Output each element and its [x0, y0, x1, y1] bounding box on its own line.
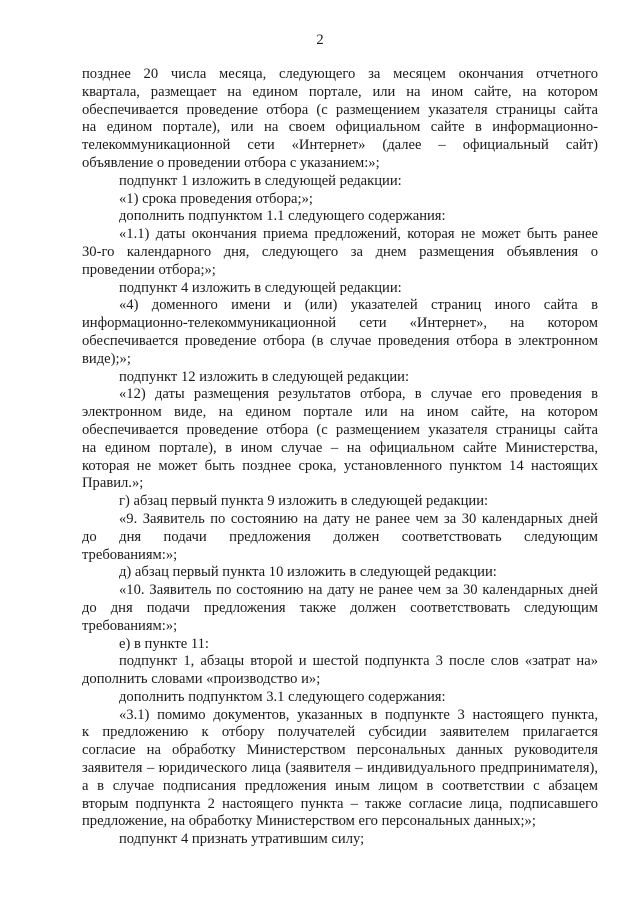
text-line: согласие на обработку Министерством персональных данных руководителя — [82, 742, 598, 759]
text-line: информационно-телекоммуникационной сети «Интернет», на котором — [82, 315, 598, 332]
text-line: позднее 20 числа месяца, следующего за месяцем окончания отчетного — [82, 66, 598, 82]
text-line: е) в пункте 11: — [119, 635, 209, 652]
text-line: требованиям:»; — [82, 617, 178, 634]
text-line: квартала, размещает на едином портале, или на ином сайте, на котором — [82, 83, 598, 100]
text-line: дополнить подпунктом 3.1 следующего содержания: — [119, 688, 446, 705]
text-line: подпункт 4 изложить в следующей редакции: — [119, 279, 402, 296]
text-line: «3.1) помимо документов, указанных в подпункте 3 настоящего пункта, — [119, 706, 598, 723]
text-line: «1.1) даты окончания приема предложений, которая не может быть ранее — [119, 226, 598, 243]
text-line: электронном виде, на едином портале или на ином сайте, на котором — [82, 404, 598, 421]
text-line: д) абзац первый пункта 10 изложить в следующей редакции: — [119, 564, 497, 581]
text-line: обеспечивается проведение отбора (с размещением указателя страницы сайта — [82, 101, 598, 118]
text-line: Правил.»; — [82, 475, 144, 492]
text-line: которая не может быть позднее срока, установленного пунктом 14 настоящих — [82, 457, 598, 474]
text-line: дополнить подпунктом 1.1 следующего содержания: — [119, 208, 446, 225]
text-line: подпункт 1, абзацы второй и шестой подпункта 3 после слов «затрат на» — [119, 653, 598, 670]
text-line: телекоммуникационной сети «Интернет» (далее – официальный сайт) — [82, 137, 598, 154]
text-line: до дня подачи предложения должен соответствовать следующим — [82, 528, 598, 545]
text-line: «4) доменного имени и (или) указателей страниц иного сайта в — [119, 297, 598, 314]
text-line: дополнить словами «производство и»; — [82, 671, 321, 688]
text-line: г) абзац первый пункта 9 изложить в следующей редакции: — [119, 493, 489, 510]
text-line: проведении отбора;»; — [82, 261, 216, 278]
text-line: заявителя – юридического лица (заявителя – индивидуального предпринимателя), — [82, 760, 598, 777]
text-line: «10. Заявитель по состоянию на дату не ранее чем за 30 календарных дней — [119, 582, 598, 599]
text-line: на едином портале), в ином случае – на официальном сайте Министерства, — [82, 439, 598, 456]
text-line: а в случае подписания предложения иным лицом в соответствии с абзацем — [82, 777, 598, 794]
text-line: на едином портале), или на своем официальном сайте в информационно- — [82, 119, 598, 136]
text-line: «1) срока проведения отбора;»; — [119, 190, 313, 207]
text-line: предложение, на обработку Министерством его персональных данных;»; — [82, 813, 536, 830]
text-line: объявление о проведении отбора с указанием:»; — [82, 154, 380, 171]
page-number: 2 — [316, 32, 324, 48]
text-line: подпункт 12 изложить в следующей редакции: — [119, 368, 410, 385]
document-body — [82, 66, 598, 849]
text-line: вторым подпункта 2 настоящего пункта – также согласие лица, подписавшего — [82, 795, 598, 812]
text-line: подпункт 1 изложить в следующей редакции: — [119, 172, 402, 189]
text-line: «9. Заявитель по состоянию на дату не ранее чем за 30 календарных дней — [119, 510, 598, 527]
text-line: до дня подачи предложения также должен соответствовать следующим — [82, 599, 598, 616]
text-line: подпункт 4 признать утратившим силу; — [119, 831, 365, 848]
text-line: обеспечивается проведение отбора (с размещением указателя страницы сайта — [82, 421, 598, 438]
text-line: к предложению к отбору получателей субсидии заявителем прилагается — [82, 724, 598, 741]
text-line: обеспечивается проведение отбора (в случае проведения отбора в электронном — [82, 332, 598, 349]
text-line: «12) даты размещения результатов отбора, в случае его проведения в — [119, 386, 598, 403]
text-line: 30-го календарного дня, следующего за днем размещения объявления о — [82, 243, 598, 260]
text-line: виде);»; — [82, 350, 131, 367]
text-line: требованиям:»; — [82, 546, 178, 563]
